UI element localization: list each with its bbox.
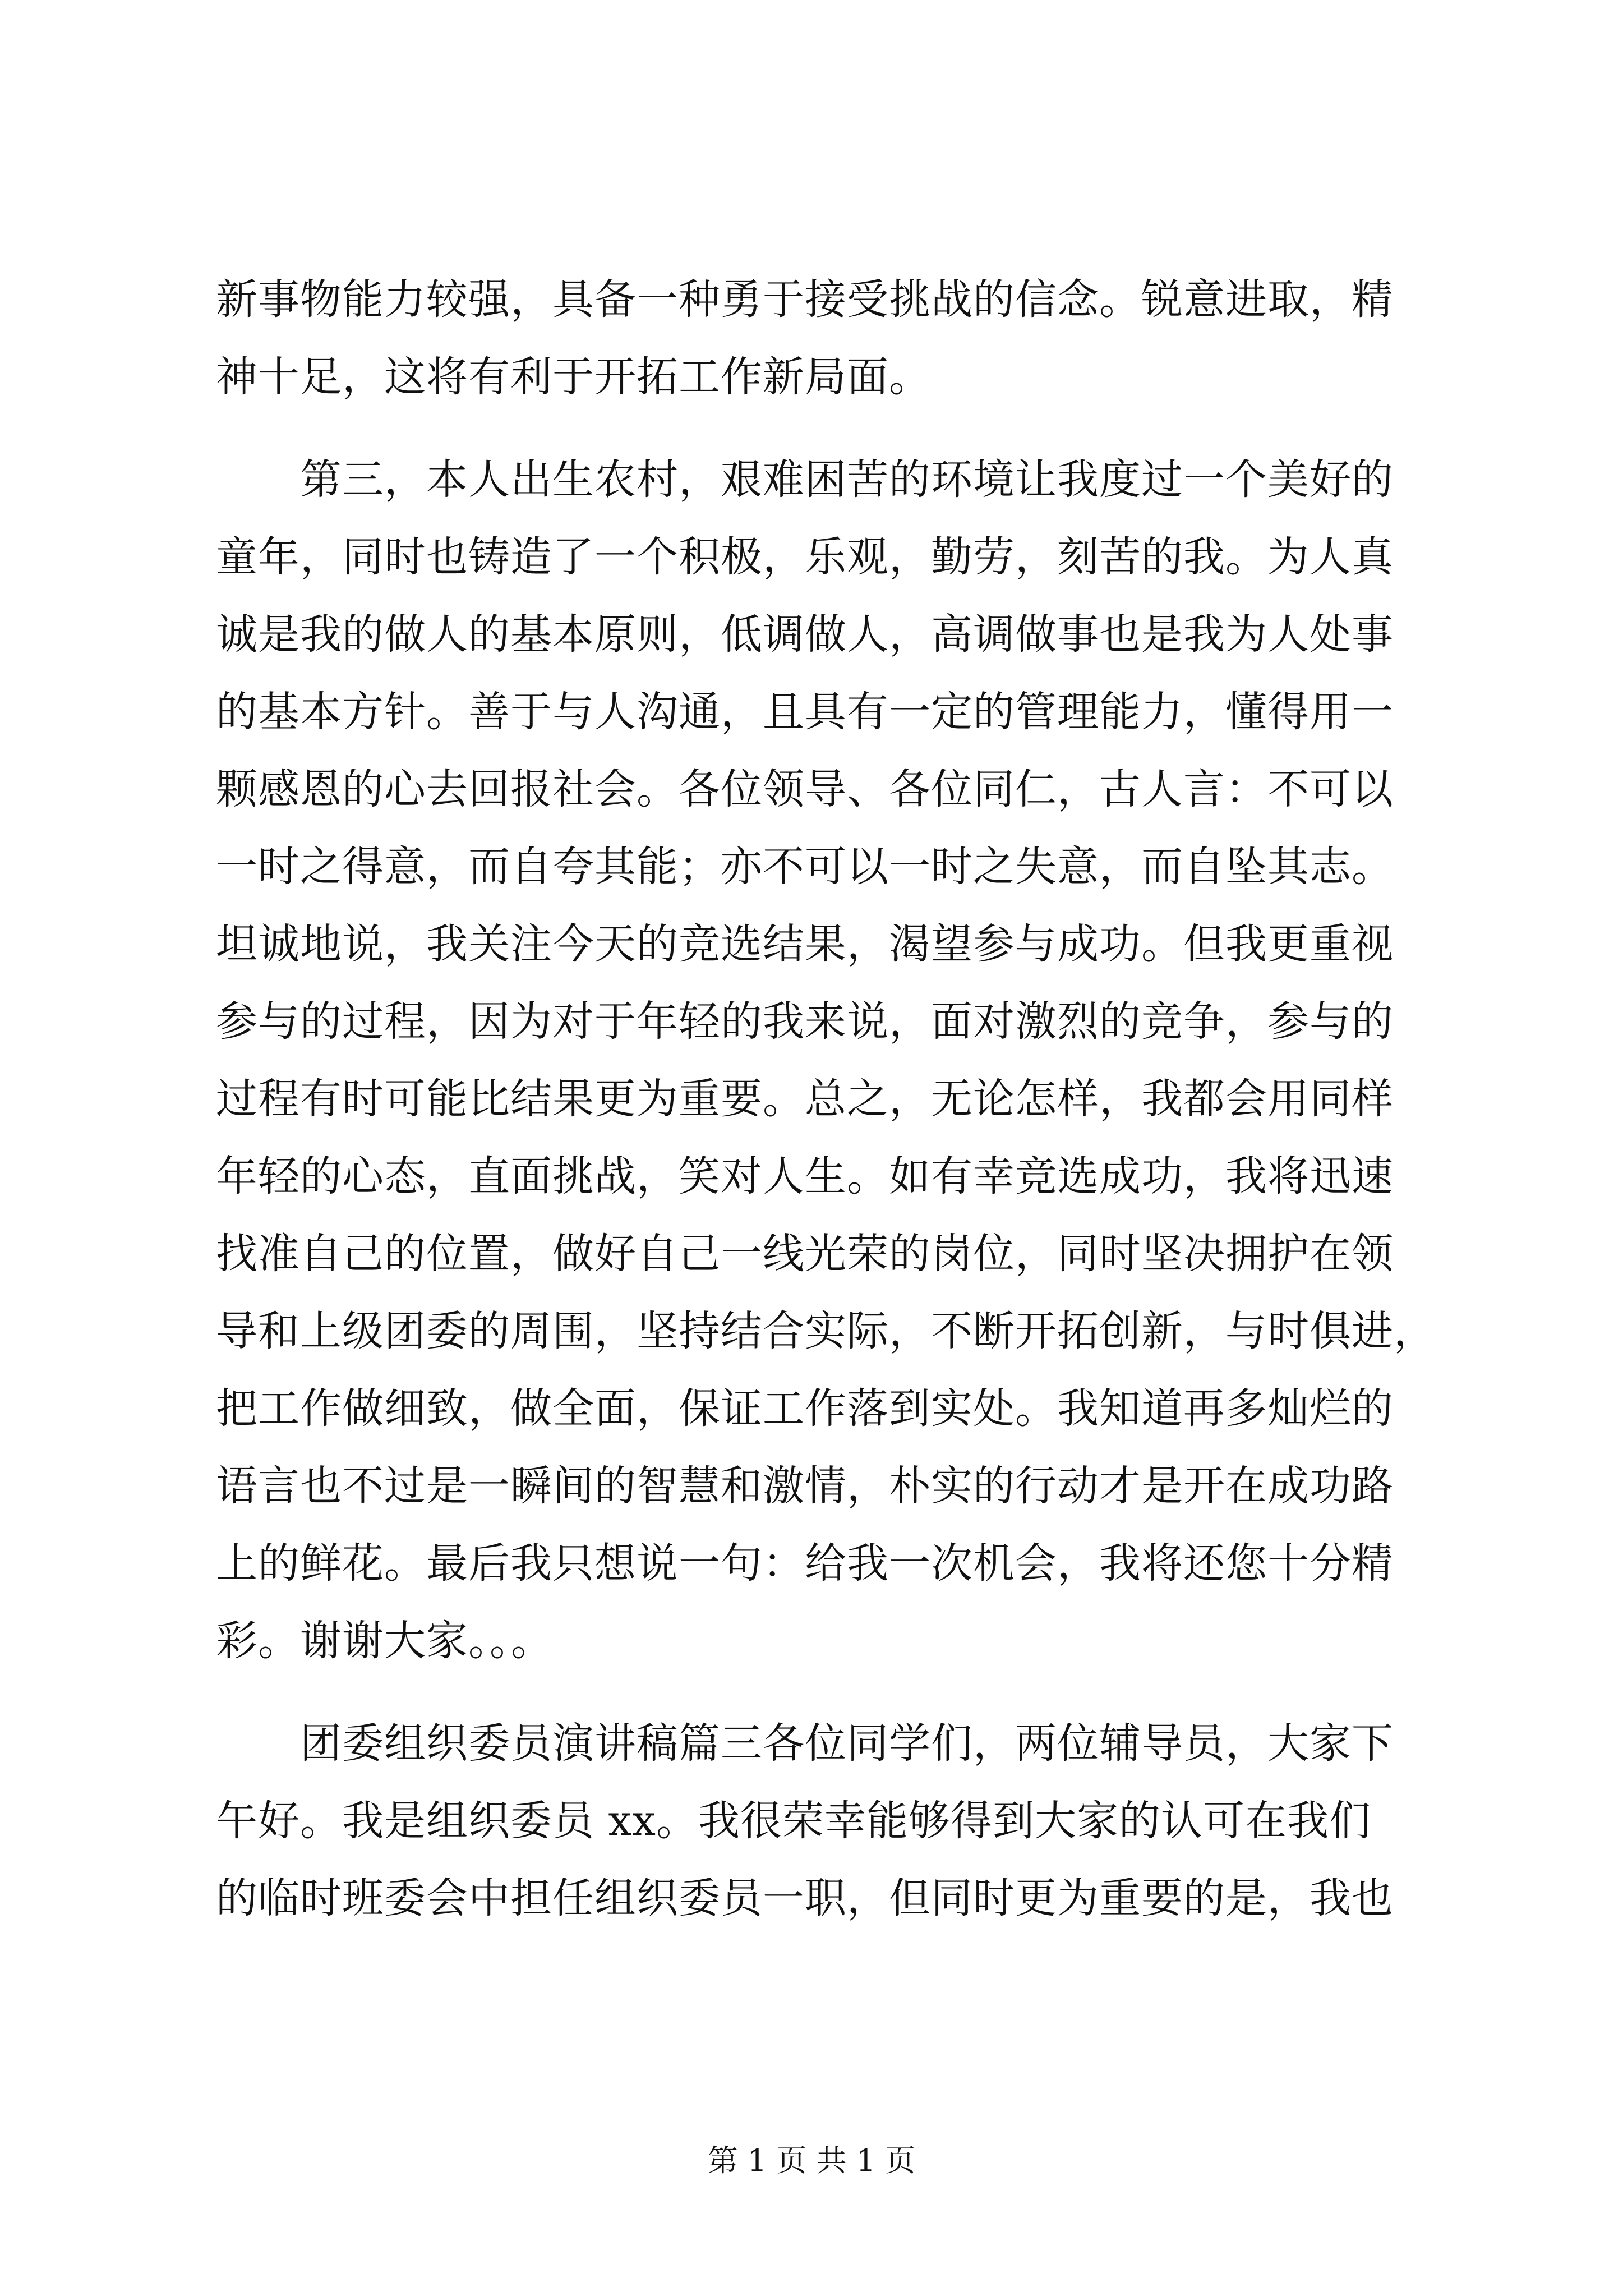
text-line: 找准自己的位置，做好自己一线光荣的岗位，同时坚决拥护在领: [216, 1230, 1394, 1278]
text-line: 的基本方针。善于与人沟通，且具有一定的管理能力，懂得用一: [216, 688, 1394, 736]
text-line: 午好。我是组织委员 xx。我很荣幸能够得到大家的认可在我们: [216, 1797, 1371, 1845]
page-footer: [0, 2143, 1623, 2179]
text-line: 年轻的心态，直面挑战，笑对人生。如有幸竞选成功，我将迅速: [216, 1152, 1394, 1200]
text-line: 第三，本人出生农村，艰难困苦的环境让我度过一个美好的: [216, 455, 1394, 504]
text-line: 彩。谢谢大家。。。: [216, 1617, 553, 1665]
text-line: 神十足，这将有利于开拓工作新局面。: [216, 353, 931, 401]
text-line: 语言也不过是一瞬间的智慧和激情，朴实的行动才是开在成功路: [216, 1462, 1394, 1510]
text-line: 诚是我的做人的基本原则，低调做人，高调做事也是我为人处事: [216, 610, 1394, 659]
page-number-label: 第 1 页 共 1 页: [707, 2143, 916, 2178]
text-line: 新事物能力较强，具备一种勇于接受挑战的信念。锐意进取，精: [216, 275, 1394, 324]
text-line: 上的鲜花。最后我只想说一句：给我一次机会，我将还您十分精: [216, 1539, 1394, 1588]
text-line: 把工作做细致，做全面，保证工作落到实处。我知道再多灿烂的: [216, 1384, 1394, 1433]
paragraph-gap: [216, 416, 1410, 441]
text-line: 一时之得意，而自夸其能；亦不可以一时之失意，而自坠其志。: [216, 843, 1394, 891]
text-line: 过程有时可能比结果更为重要。总之，无论怎样，我都会用同样: [216, 1075, 1394, 1123]
paragraph-gap: [216, 1680, 1410, 1705]
text-line: 参与的过程，因为对于年轻的我来说，面对激烈的竞争，参与的: [216, 997, 1394, 1046]
text-line: 导和上级团委的周围，坚持结合实际，不断开拓创新，与时俱进，: [216, 1307, 1436, 1355]
document-body: [216, 261, 1436, 1937]
text-line: 童年，同时也铸造了一个积极，乐观，勤劳，刻苦的我。为人真: [216, 533, 1394, 581]
text-line: 团委组织委员演讲稿篇三各位同学们，两位辅导员，大家下: [216, 1719, 1394, 1768]
text-line: 颗感恩的心去回报社会。各位领导、各位同仁，古人言：不可以: [216, 765, 1394, 813]
text-line: 的临时班委会中担任组织委员一职，但同时更为重要的是，我也: [216, 1874, 1394, 1922]
text-line: 坦诚地说，我关注今天的竞选结果，渴望参与成功。但我更重视: [216, 920, 1394, 968]
